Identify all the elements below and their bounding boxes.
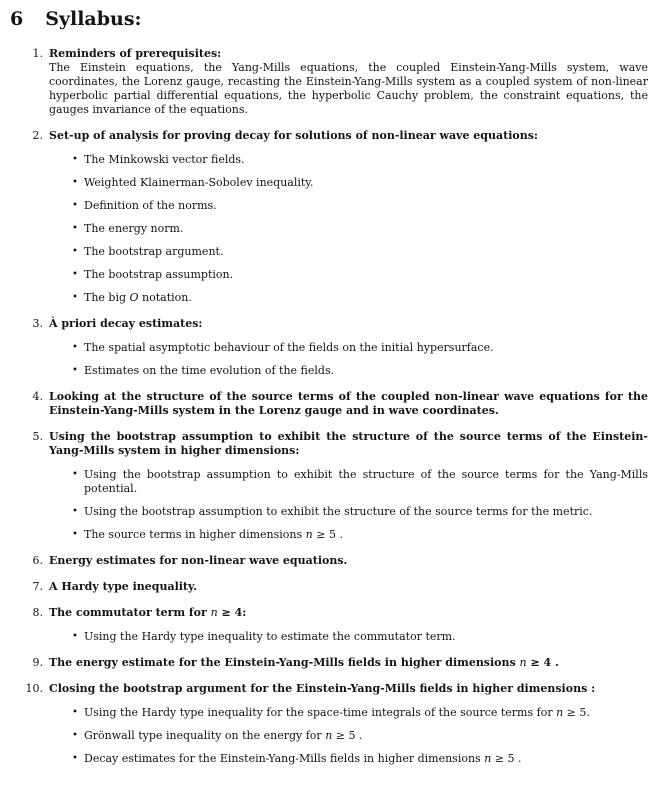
bullet-item (72, 706, 648, 720)
bullet-icon: • (72, 342, 78, 353)
bullet-text: Decay estimates for the Einstein-Yang-Mills fields in higher dimensions n ≥ 5 . (84, 752, 522, 765)
math-variable: n (484, 752, 492, 765)
item-body (49, 47, 648, 117)
item-body (49, 129, 648, 305)
bullet-icon: • (72, 292, 78, 303)
bullet-item (72, 268, 648, 282)
bullet-icon: • (72, 753, 78, 764)
item-heading: Using the bootstrap assumption to exhibit the structure of the source terms of the Einstein-Yang-Mills system in higher dimensions: (49, 430, 648, 457)
bullet-text: Definition of the norms. (84, 199, 217, 212)
bullet-text: The source terms in higher dimensions n ≥ 5 . (84, 528, 343, 541)
bullet-list (49, 341, 648, 378)
math-variable: n (305, 528, 313, 541)
item-body (49, 656, 648, 670)
bullet-icon: • (72, 469, 78, 480)
bullet-icon: • (72, 223, 78, 234)
item-heading: The commutator term for n ≥ 4: (49, 606, 247, 619)
bullet-text: Using the Hardy type inequality to estimate the commutator term. (84, 630, 456, 643)
item-heading: The energy estimate for the Einstein-Yang-Mills fields in higher dimensions n ≥ 4 . (49, 656, 559, 669)
syllabus-item (10, 682, 648, 766)
item-number: 10. (25, 682, 43, 695)
bullet-icon: • (72, 529, 78, 540)
bullet-item (72, 176, 648, 190)
bullet-text: The energy norm. (84, 222, 184, 235)
bullet-item (72, 729, 648, 743)
bullet-icon: • (72, 246, 78, 257)
bullet-icon: • (72, 177, 78, 188)
bullet-item (72, 245, 648, 259)
item-number: 4. (32, 390, 43, 403)
section-title: Syllabus: (45, 8, 142, 30)
item-number: 7. (32, 580, 43, 593)
bullet-item (72, 199, 648, 213)
syllabus-item (10, 390, 648, 418)
syllabus-list (10, 47, 648, 766)
math-variable: n (556, 706, 564, 719)
item-body (49, 390, 648, 418)
item-number: 8. (32, 606, 43, 619)
bullet-icon: • (72, 365, 78, 376)
item-number: 9. (32, 656, 43, 669)
section-number: 6 (10, 8, 24, 30)
bullet-text: Using the Hardy type inequality for the space-time integrals of the source terms for n ≥ 5. (84, 706, 590, 719)
item-body (49, 580, 648, 594)
bullet-icon: • (72, 631, 78, 642)
item-number: 6. (32, 554, 43, 567)
bullet-text: The Minkowski vector fields. (84, 153, 245, 166)
item-heading: Closing the bootstrap argument for the Einstein-Yang-Mills fields in higher dimensions : (49, 682, 596, 695)
bullet-text: Estimates on the time evolution of the fields. (84, 364, 335, 377)
item-number: 1. (32, 47, 43, 60)
item-heading: À priori decay estimates: (49, 317, 203, 330)
bullet-text: Grönwall type inequality on the energy for n ≥ 5 . (84, 729, 363, 742)
bullet-item (72, 630, 648, 644)
bullet-item (72, 364, 648, 378)
item-body (49, 682, 648, 766)
syllabus-item (10, 47, 648, 117)
bullet-item (72, 222, 648, 236)
item-heading: Set-up of analysis for proving decay for solutions of non-linear wave equations: (49, 129, 538, 142)
bullet-icon: • (72, 154, 78, 165)
bullet-text: The spatial asymptotic behaviour of the fields on the initial hypersurface. (84, 341, 494, 354)
syllabus-item (10, 580, 648, 594)
bullet-list (49, 630, 648, 644)
section-heading (10, 8, 648, 30)
item-body (49, 554, 648, 568)
syllabus-item (10, 656, 648, 670)
item-body (49, 317, 648, 378)
math-variable: n (519, 656, 527, 669)
item-heading: Reminders of prerequisites: (49, 47, 222, 60)
bullet-item (72, 291, 648, 305)
item-number: 3. (32, 317, 43, 330)
bullet-text: Weighted Klainerman-Sobolev inequality. (84, 176, 314, 189)
syllabus-item (10, 554, 648, 568)
math-variable: O (129, 291, 139, 304)
bullet-text: The bootstrap argument. (84, 245, 224, 258)
math-variable: n (210, 606, 218, 619)
bullet-icon: • (72, 269, 78, 280)
bullet-item (72, 153, 648, 167)
item-number: 5. (32, 430, 43, 443)
bullet-list (49, 706, 648, 766)
syllabus-item (10, 606, 648, 644)
bullet-icon: • (72, 506, 78, 517)
item-number: 2. (32, 129, 43, 142)
bullet-text: Using the bootstrap assumption to exhibit the structure of the source terms for the Yang-Mills potential. (84, 468, 648, 495)
bullet-icon: • (72, 200, 78, 211)
math-variable: n (325, 729, 333, 742)
syllabus-item (10, 430, 648, 542)
item-body (49, 430, 648, 542)
item-body (49, 606, 648, 644)
bullet-text: The bootstrap assumption. (84, 268, 234, 281)
bullet-item (72, 468, 648, 496)
item-heading: Looking at the structure of the source terms of the coupled non-linear wave equations for the Einstein-Yang-Mills system in the Lorenz gauge and in wave coordinates. (49, 390, 648, 417)
bullet-item (72, 505, 648, 519)
item-paragraph: The Einstein equations, the Yang-Mills equations, the coupled Einstein-Yang-Mills system, wave coordinates, the Lorenz gauge, recasting the Einstein-Yang-Mills system as a coupled system of non-linear hyperbolic partial differential equations, the hyperbolic Cauchy problem, the constraint equations, the gauges invariance of the equations. (49, 61, 648, 116)
bullet-text: Using the bootstrap assumption to exhibit the structure of the source terms for the metric. (84, 505, 593, 518)
bullet-icon: • (72, 730, 78, 741)
bullet-icon: • (72, 707, 78, 718)
bullet-list (49, 468, 648, 542)
item-heading: A Hardy type inequality. (49, 580, 197, 593)
syllabus-item (10, 129, 648, 305)
bullet-item (72, 752, 648, 766)
bullet-item (72, 341, 648, 355)
bullet-list (49, 153, 648, 305)
syllabus-item (10, 317, 648, 378)
item-heading: Energy estimates for non-linear wave equations. (49, 554, 348, 567)
bullet-item (72, 528, 648, 542)
bullet-text: The big O notation. (84, 291, 192, 304)
